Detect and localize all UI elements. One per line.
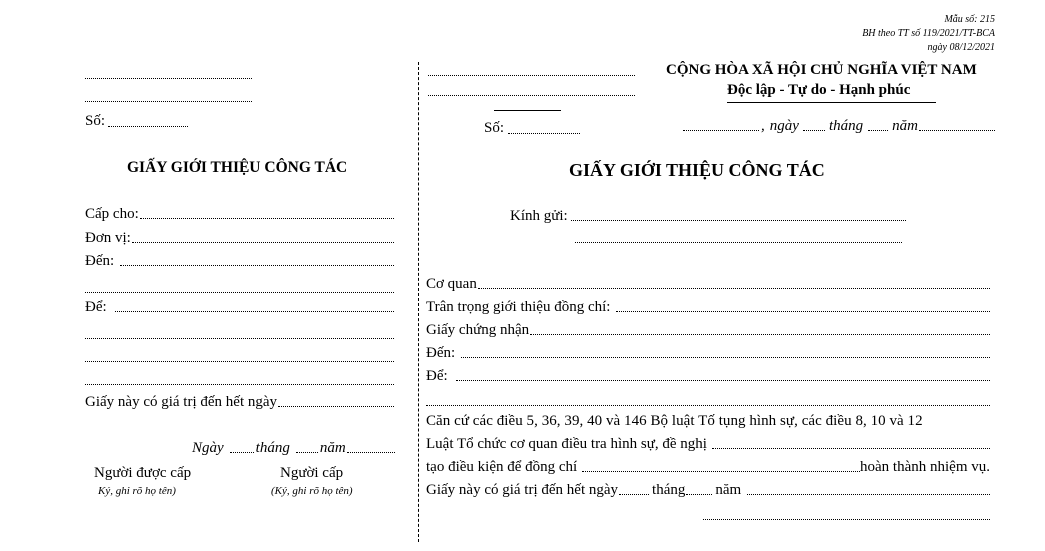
form-issued-by: BH theo TT số 119/2021/TT-BCA	[862, 28, 995, 39]
form-meta	[862, 13, 995, 55]
stub-cap-cho-row	[85, 206, 394, 223]
main-date-comma: ,	[761, 118, 765, 134]
main-valid-thang-field[interactable]	[686, 494, 712, 495]
stub-agency-line-2[interactable]	[85, 101, 252, 102]
stub-don-vi-row	[85, 230, 394, 247]
main-tao-dk-field[interactable]	[582, 471, 860, 472]
main-luat-field[interactable]	[712, 448, 990, 449]
stub-don-vi-field[interactable]	[132, 242, 394, 243]
main-valid-ngay-field[interactable]	[619, 494, 649, 495]
stub-den-label: Đến:	[85, 253, 115, 269]
main-de-label: Để:	[426, 368, 448, 384]
main-tao-dk-row	[426, 459, 990, 476]
form-number: Mẫu số: 215	[944, 14, 995, 25]
main-can-cu-text: Căn cứ các điều 5, 36, 39, 40 và 146 Bộ luật Tố tụng hình sự, các điều 8, 10 và 12	[426, 413, 923, 429]
stub-thang-field[interactable]	[296, 452, 318, 453]
main-de-row	[426, 368, 990, 385]
main-hoan-thanh-label: hoàn thành nhiệm vụ.	[860, 459, 990, 475]
main-valid-thang-label: tháng	[652, 482, 686, 498]
stub-den-row	[85, 253, 394, 270]
stub-recipient-note: Ký, ghi rõ họ tên)	[98, 485, 176, 497]
main-giay-cn-label: Giấy chứng nhận	[426, 322, 530, 338]
main-place-field[interactable]	[683, 130, 759, 131]
main-valid-label: Giấy này có giá trị đến hết ngày	[426, 482, 619, 498]
stub-issuer-label: Người cấp	[280, 465, 344, 481]
main-de-line-2[interactable]	[426, 405, 990, 406]
main-agency-line-1[interactable]	[428, 75, 635, 76]
stub-thang-label: tháng	[255, 440, 290, 456]
stub-de-label: Để:	[85, 299, 107, 315]
main-valid-row	[426, 482, 990, 499]
main-nam-label: năm	[892, 118, 918, 134]
form-date: ngày 08/12/2021	[927, 42, 995, 53]
stub-cap-cho-field[interactable]	[140, 218, 394, 219]
main-valid-nam-label: năm	[715, 482, 742, 498]
main-title: GIẤY GIỚI THIỆU CÔNG TÁC	[569, 160, 825, 180]
stub-den-field[interactable]	[120, 265, 394, 266]
main-co-quan-label: Cơ quan	[426, 276, 477, 292]
stub-de-line-3[interactable]	[85, 361, 394, 362]
main-republic-title: CỘNG HÒA XÃ HỘI CHỦ NGHĨA VIỆT NAM	[666, 62, 977, 78]
main-motto: Độc lập - Tự do - Hạnh phúc	[727, 82, 911, 98]
main-den-label: Đến:	[426, 345, 456, 361]
main-luat-label: Luật Tổ chức cơ quan điều tra hình sự, đề nghị	[426, 436, 707, 452]
stub-so-field[interactable]	[108, 126, 188, 127]
main-tran-trong-label: Trân trọng giới thiệu đồng chí:	[426, 299, 611, 315]
main-agency-underline	[494, 110, 561, 111]
stub-valid-field[interactable]	[278, 406, 394, 407]
main-den-field[interactable]	[461, 357, 990, 358]
main-valid-nam-field[interactable]	[747, 494, 990, 495]
main-giay-cn-row	[426, 322, 990, 339]
stub-ngay-field[interactable]	[230, 452, 254, 453]
main-co-quan-row	[426, 276, 990, 293]
main-agency-line-2[interactable]	[428, 95, 635, 96]
stub-valid-row	[85, 394, 394, 411]
stub-de-row	[85, 299, 394, 316]
stub-nam-label: năm	[319, 440, 346, 456]
stub-de-line-4[interactable]	[85, 384, 394, 385]
main-kinh-gui-line-2[interactable]	[575, 242, 902, 243]
stub-recipient-label: Người được cấp	[94, 465, 192, 481]
main-co-quan-field[interactable]	[478, 288, 990, 289]
stub-den-line-2[interactable]	[85, 292, 394, 293]
stub-title: GIẤY GIỚI THIỆU CÔNG TÁC	[127, 159, 348, 176]
stub-nam-field[interactable]	[347, 452, 395, 453]
main-ngay-label: ngày	[769, 118, 799, 134]
main-de-field[interactable]	[456, 380, 990, 381]
stub-de-field[interactable]	[115, 311, 394, 312]
stub-don-vi-label: Đơn vị:	[85, 230, 131, 246]
main-nam-field[interactable]	[919, 130, 995, 131]
main-motto-underline	[727, 102, 936, 103]
main-giay-cn-field[interactable]	[530, 334, 990, 335]
main-date-row	[683, 118, 995, 135]
main-tao-dk-label: tạo điều kiện để đồng chí	[426, 459, 578, 475]
stub-agency-line-1[interactable]	[85, 78, 252, 79]
stub-valid-label: Giấy này có giá trị đến hết ngày	[85, 394, 278, 410]
main-so-label: Số:	[484, 120, 505, 136]
main-so-field[interactable]	[508, 133, 580, 134]
main-luat-row	[426, 436, 990, 453]
stub-so-label: Số:	[85, 113, 106, 129]
main-kinh-gui-field[interactable]	[571, 220, 906, 221]
main-kinh-gui-label: Kính gửi:	[510, 208, 568, 224]
main-tran-trong-row	[426, 299, 990, 316]
main-kinh-gui-row	[510, 208, 906, 225]
main-den-row	[426, 345, 990, 362]
main-thang-field[interactable]	[868, 130, 888, 131]
main-tran-trong-field[interactable]	[616, 311, 990, 312]
stub-de-line-2[interactable]	[85, 338, 394, 339]
stub-issuer-note: (Ký, ghi rõ họ tên)	[271, 485, 353, 497]
main-signature-line[interactable]	[703, 519, 990, 520]
cut-divider	[418, 62, 419, 542]
stub-ngay-label: Ngày	[192, 440, 224, 456]
main-thang-label: tháng	[828, 118, 864, 134]
main-ngay-field[interactable]	[803, 130, 825, 131]
stub-cap-cho-label: Cấp cho:	[85, 206, 139, 222]
stub-date-row	[192, 440, 395, 457]
